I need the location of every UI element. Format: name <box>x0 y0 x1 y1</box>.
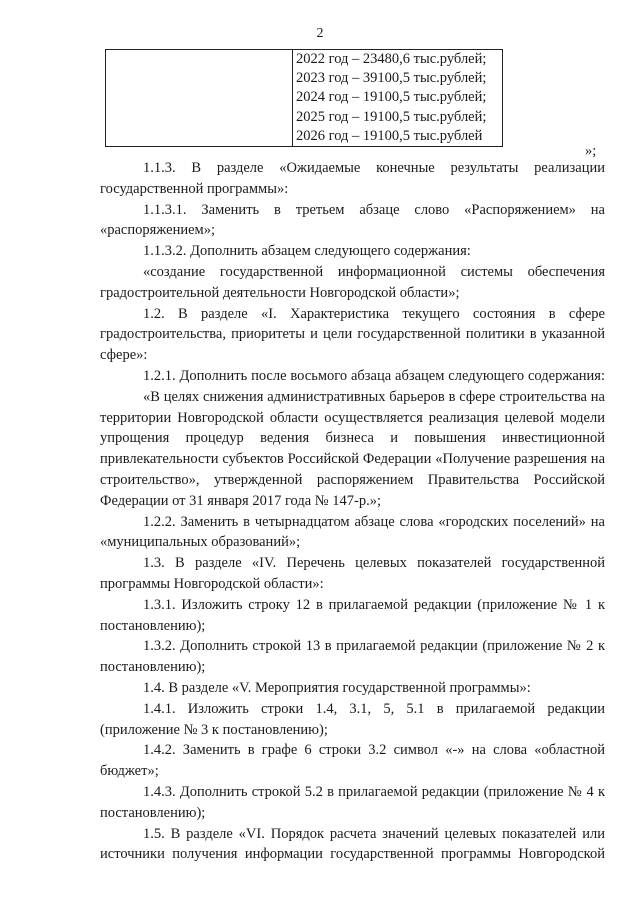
paragraph-1-3-2: 1.3.2. Дополнить строкой 13 в прилагаемой редакции (приложение № 2 к постановлению); <box>100 638 605 676</box>
funding-line-2024: 2024 год – 19100,5 тыс.рублей; <box>296 89 487 106</box>
paragraph-1-1-3: 1.1.3. В разделе «Ожидаемые конечные результаты реализации государственной программы»: <box>100 160 605 197</box>
page-number: 2 <box>316 26 324 41</box>
paragraph-quote-target-model: «В целях снижения административных барьеров в сфере строительства на территории Новгородской области осуществляется реализация целевой модели упрощения процедур ведения бизнеса и повышения инвестиционной привлекательности субъектов Российской Федерации «Получение разрешения на строительство», утвержденной распоряжением Правительства Российской Федерации от 31 января 2017 года № 147-р.»; <box>100 388 605 509</box>
funding-line-2025: 2025 год – 19100,5 тыс.рублей; <box>296 108 487 125</box>
document-body <box>100 158 605 865</box>
table-cell-years <box>293 50 503 147</box>
paragraph-1-4: 1.4. В разделе «V. Мероприятия государственной программы»: <box>143 679 531 696</box>
paragraph-1-5: 1.5. В разделе «VI. Порядок расчета значений целевых показателей или источники получения информации государственной программы Новгородской <box>100 825 605 863</box>
paragraph-quote-gis: «создание государственной информационной системы обеспечения градостроительной деятельности Новгородской области»; <box>100 263 605 301</box>
funding-line-2026: 2026 год – 19100,5 тыс.рублей <box>296 127 483 144</box>
paragraph-1-1-3-2: 1.1.3.2. Дополнить абзацем следующего содержания: <box>143 243 471 260</box>
funding-line-2022: 2022 год – 23480,6 тыс.рублей; <box>296 51 487 67</box>
table-closing-quote: »; <box>585 143 597 159</box>
funding-line-2023: 2023 год – 39100,5 тыс.рублей; <box>296 70 487 87</box>
paragraph-1-3: 1.3. В разделе «IV. Перечень целевых показателей государственной программы Новгородской области»: <box>100 555 605 592</box>
paragraph-1-4-3: 1.4.3. Дополнить строкой 5.2 в прилагаемой редакции (приложение № 4 к постановлению); <box>100 783 605 821</box>
paragraph-1-4-2: 1.4.2. Заменить в графе 6 строки 3.2 символ «-» на слова «областной бюджет»; <box>100 742 605 780</box>
paragraph-1-3-1: 1.3.1. Изложить строку 12 в прилагаемой редакции (приложение № 1 к постановлению); <box>100 596 605 634</box>
paragraph-1-4-1: 1.4.1. Изложить строки 1.4, 3.1, 5, 5.1 в прилагаемой редакции (приложение № 3 к постановлению); <box>100 700 605 738</box>
funding-table <box>105 49 503 147</box>
table-cell-empty <box>106 50 293 147</box>
paragraph-1-1-3-1: 1.1.3.1. Заменить в третьем абзаце слово «Распоряжением» на «распоряжением»; <box>100 201 605 239</box>
paragraph-1-2: 1.2. В разделе «I. Характеристика текущего состояния в сфере градостроительства, приоритеты и цели государственной политики в указанной сфере»: <box>100 305 605 364</box>
paragraph-1-2-1: 1.2.1. Дополнить после восьмого абзаца абзацем следующего содержания: <box>143 367 605 384</box>
table-row <box>106 50 503 147</box>
paragraph-1-2-2: 1.2.2. Заменить в четырнадцатом абзаце слова «городских поселений» на «муниципальных образований»; <box>100 513 605 551</box>
